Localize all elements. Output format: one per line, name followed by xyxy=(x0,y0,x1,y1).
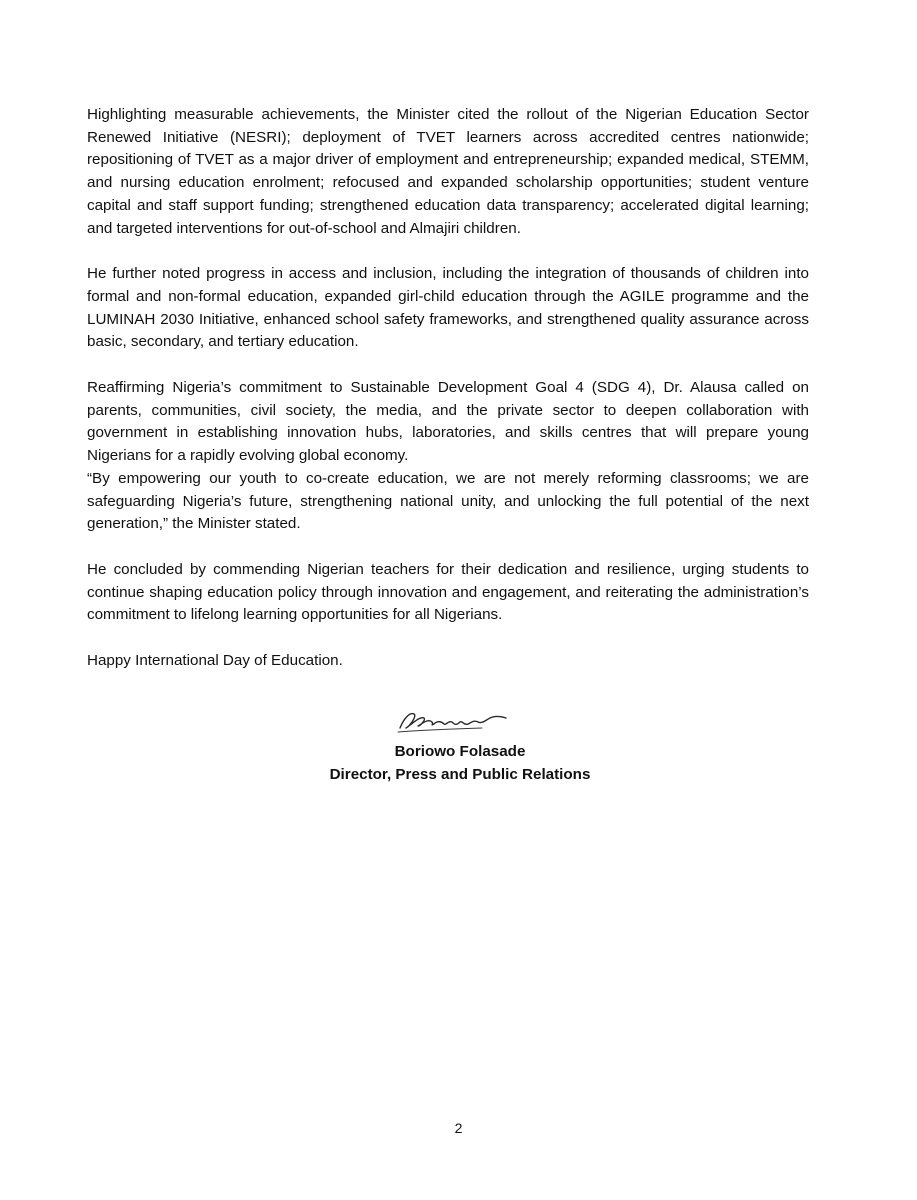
signatory-name: Boriowo Folasade xyxy=(394,743,526,760)
paragraph-minister-quote: “By empowering our youth to co-create education, we are not merely reforming classrooms; we are safeguarding Nigeria’s future, strengthening national unity, and unlocking the full potential of the next generation,” the Minister stated. xyxy=(87,469,809,533)
paragraph-closing-greeting: Happy International Day of Education. xyxy=(87,652,343,670)
signature-block xyxy=(250,704,670,786)
document-body xyxy=(87,104,809,696)
page-number: 2 xyxy=(454,1120,463,1136)
paragraph-sdg4: Reaffirming Nigeria’s commitment to Sustainable Development Goal 4 (SDG 4), Dr. Alausa called on parents, communities, civil society, the media, and the private sector to deepen collaboration with government in establishing innovation hubs, laboratories, and skills centres that will prepare young Nigerians for a rapidly evolving global economy. xyxy=(87,379,809,465)
paragraph-conclusion: He concluded by commending Nigerian teachers for their dedication and resilience, urging students to continue shaping education policy through innovation and engagement, and reiterating the administration’s commitment to lifelong learning opportunities for all Nigerians. xyxy=(87,560,809,624)
handwritten-signature xyxy=(390,704,530,736)
signatory-title: Director, Press and Public Relations xyxy=(329,766,591,783)
paragraph-achievements: Highlighting measurable achievements, the Minister cited the rollout of the Nigerian Education Sector Renewed Initiative (NESRI); deployment of TVET learners across accredited centres nationwide; repositioning of TVET as a major driver of employment and entrepreneurship; expanded medical, STEMM, and nursing education enrolment; refocused and expanded scholarship opportunities; student venture capital and staff support funding; strengthened education data transparency; accelerated digital learning; and targeted interventions for out-of-school and Almajiri children. xyxy=(87,106,809,237)
paragraph-access-inclusion: He further noted progress in access and inclusion, including the integration of thousands of children into formal and non-formal education, expanded girl-child education through the AGILE programme and the LUMINAH 2030 Initiative, enhanced school safety frameworks, and strengthened quality assurance across basic, secondary, and tertiary education. xyxy=(87,265,809,351)
